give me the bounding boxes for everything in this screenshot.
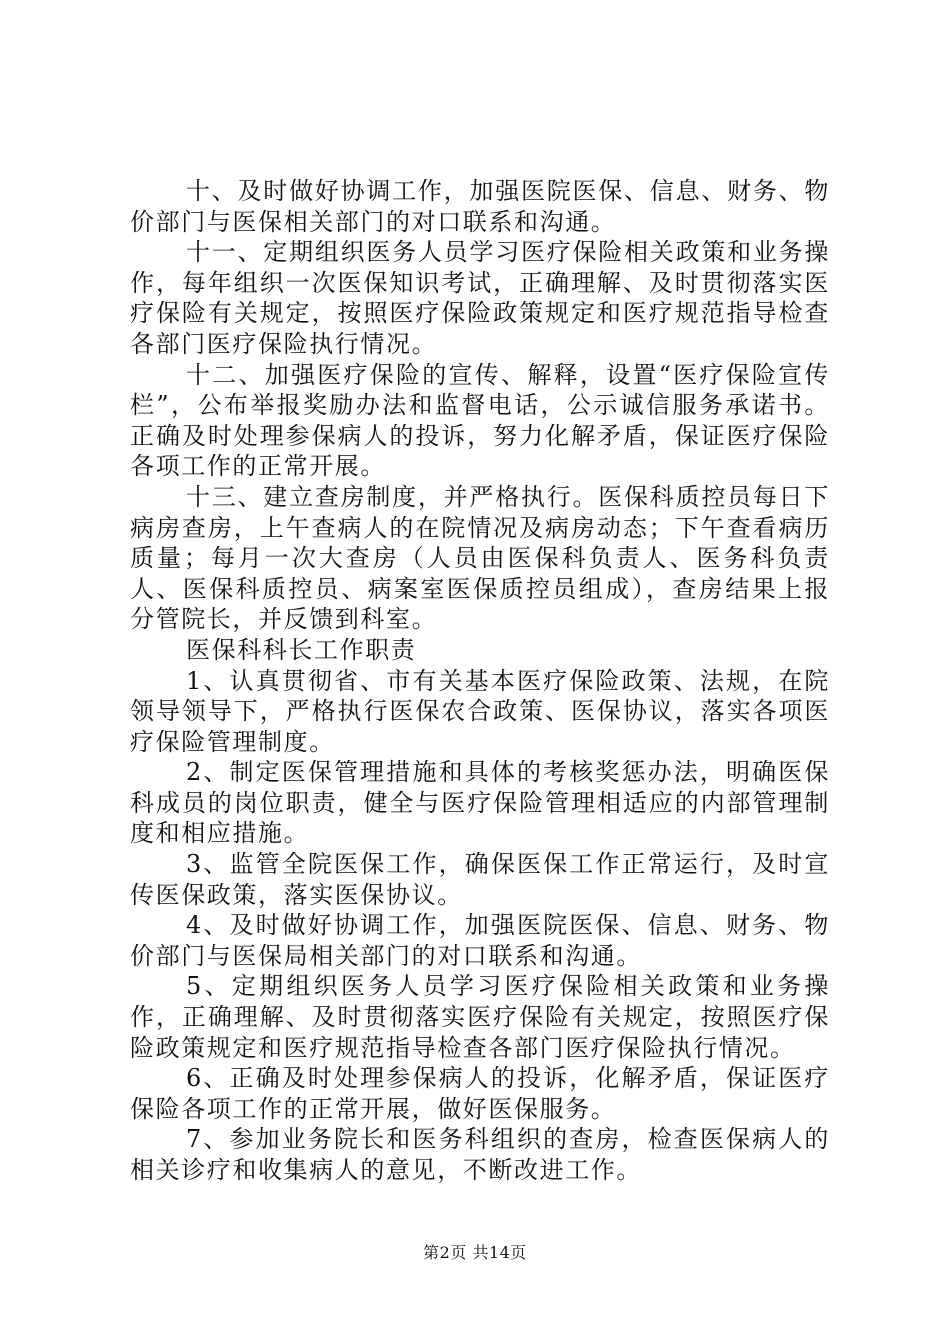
section-heading: 医保科科长工作职责	[186, 635, 417, 664]
paragraph-11: 十一、定期组织医务人员学习医疗保险相关政策和业务操作，每年组织一次医保知识考试，正确理解、及时贯彻落实医疗保险有关规定，按照医疗保险政策规定和医疗规范指导检查各部门医疗保险执行情况。	[130, 238, 830, 358]
page-number: 第2页 共14页	[423, 1243, 527, 1262]
duty-item-1: 1、认真贯彻省、市有关基本医疗保险政策、法规，在院领导领导下，严格执行医保农合政策、医保协议，落实各项医疗保险管理制度。	[130, 666, 830, 756]
duty-item-7: 7、参加业务院长和医务科组织的查房，检查医保病人的相关诊疗和收集病人的意见，不断改进工作。	[130, 1125, 830, 1184]
paragraph-10: 十、及时做好协调工作，加强医院医保、信息、财务、物价部门与医保相关部门的对口联系和沟通。	[130, 177, 830, 236]
duty-item-2: 2、制定医保管理措施和具体的考核奖惩办法，明确医保科成员的岗位职责，健全与医疗保险管理相适应的内部管理制度和相应措施。	[130, 758, 830, 848]
duty-item-3: 3、监管全院医保工作，确保医保工作正常运行，及时宣传医保政策，落实医保协议。	[130, 850, 830, 909]
duty-item-6: 6、正确及时处理参保病人的投诉，化解矛盾，保证医疗保险各项工作的正常开展，做好医保服务。	[130, 1064, 830, 1123]
document-body	[130, 176, 830, 1186]
paragraph-12: 十二、加强医疗保险的宣传、解释，设置“医疗保险宣传栏”，公布举报奖励办法和监督电话，公示诚信服务承诺书。正确及时处理参保病人的投诉，努力化解矛盾，保证医疗保险各项工作的正常开展。	[130, 360, 830, 481]
paragraph-13: 十三、建立查房制度，并严格执行。医保科质控员每日下病房查房，上午查病人的在院情况及病房动态；下午查看病历质量；每月一次大查房（人员由医保科负责人、医务科负责人、医保科质控员、病案室医保质控员组成），查房结果上报分管院长，并反馈到科室。	[130, 482, 830, 634]
duty-item-4: 4、及时做好协调工作，加强医院医保、信息、财务、物价部门与医保局相关部门的对口联系和沟通。	[130, 911, 830, 970]
duty-item-5: 5、定期组织医务人员学习医疗保险相关政策和业务操作，正确理解、及时贯彻落实医疗保险有关规定，按照医疗保险政策规定和医疗规范指导检查各部门医疗保险执行情况。	[130, 972, 830, 1062]
